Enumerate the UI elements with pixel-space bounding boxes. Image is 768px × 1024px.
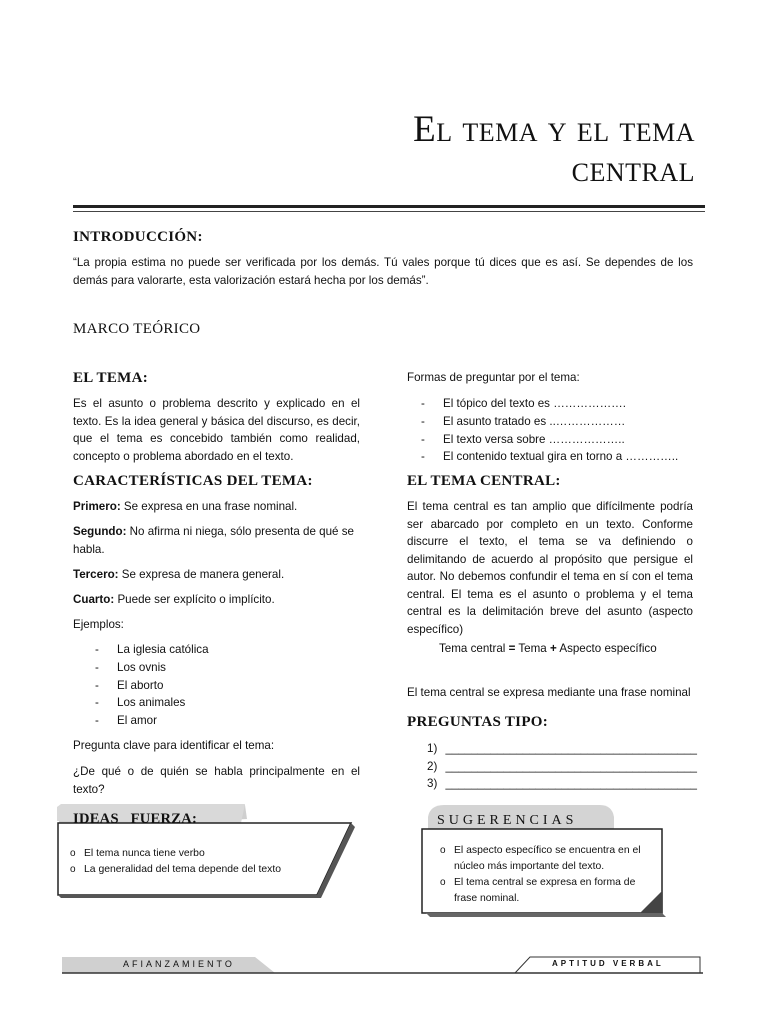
caracteristicas-heading: CARACTERÍSTICAS DEL TEMA: — [73, 473, 313, 489]
sugerencias-list — [440, 843, 655, 907]
list-item — [407, 758, 697, 776]
formula — [439, 640, 657, 658]
question-number: 2) — [427, 759, 438, 773]
footer-right: APTITUD VERBAL — [552, 959, 664, 968]
formula-part: Tema — [515, 642, 550, 655]
marco-heading: MARCO TEÓRICO — [73, 321, 201, 337]
formas-intro: Formas de preguntar por el tema: — [407, 371, 580, 384]
sugerencias-shadow — [426, 913, 666, 917]
preguntas-tipo-heading: PREGUNTAS TIPO: — [407, 714, 549, 730]
title-rule-thick — [73, 205, 705, 208]
list-item: - El contenido textual gira en torno a ………….. — [399, 448, 699, 466]
answer-line: _______________________________________ — [445, 759, 697, 773]
caracteristica-text: Se expresa de manera general. — [118, 568, 285, 581]
title-rule-thin — [73, 211, 705, 212]
caracteristica-1 — [73, 498, 360, 516]
intro-text: “La propia estima no puede ser verificada por los demás. Tú vales porque tú dices que es así. Se dependes de los demás para valorarte, esta valorización estará hecha por los demás”. — [73, 256, 693, 287]
formula-plus: + — [549, 642, 557, 655]
tema-central-text: El tema central es tan amplio que difícilmente podría ser abarcado por completo en un texto. Conforme discurre el texto, el tema se va definiendo o delimitando de acuerdo al propósito que persigue el autor. No debemos confundir el tema en sí con el tema central. El tema es el asunto o problema y el tema central es la delimitación breve del asunto (aspecto específico) — [407, 500, 693, 636]
caracteristica-text: No afirma ni niega, sólo presenta de qué se habla. — [73, 525, 354, 556]
page-title — [413, 110, 695, 190]
list-item: - Los ovnis — [73, 659, 360, 677]
ejemplos-label: Ejemplos: — [73, 618, 124, 631]
preguntas-tipo-list — [407, 740, 697, 793]
title-line-2: central — [571, 149, 695, 190]
answer-line: _______________________________________ — [445, 742, 697, 755]
el-tema-heading: EL TEMA: — [73, 370, 149, 386]
caracteristica-3 — [73, 566, 360, 584]
list-item: - El aborto — [73, 677, 360, 695]
list-item: - El tópico del texto es ………………. — [399, 395, 699, 413]
question-number: 3) — [427, 777, 438, 790]
list-item — [407, 775, 697, 793]
caracteristica-2 — [73, 523, 360, 558]
caracteristica-label: Primero: — [73, 500, 121, 513]
question-number: 1) — [427, 742, 438, 755]
ideas-fuerza-heading: IDEAS FUERZA: — [73, 811, 198, 827]
caracteristica-label: Cuarto: — [73, 593, 115, 606]
list-item: - La iglesia católica — [73, 641, 360, 659]
caracteristica-label: Tercero: — [73, 568, 119, 581]
caracteristica-label: Segundo: — [73, 525, 127, 538]
formas-list — [399, 395, 699, 466]
footer-left: AFIANZAMIENTO — [123, 959, 235, 969]
caracteristica-text: Puede ser explícito o implícito. — [114, 593, 275, 606]
caracteristica-text: Se expresa en una frase nominal. — [120, 500, 298, 513]
list-item: o El tema central se expresa en forma de frase nominal. — [440, 875, 655, 907]
formula-part: Tema central — [439, 642, 509, 655]
formula-part: Aspecto específico — [556, 642, 657, 655]
list-item: - El amor — [73, 712, 360, 730]
sugerencias-heading: SUGERENCIAS — [437, 813, 578, 828]
list-item: - El texto versa sobre ……………….. — [399, 431, 699, 449]
ejemplos-list — [73, 641, 360, 730]
tema-central-heading: EL TEMA CENTRAL: — [407, 473, 561, 489]
el-tema-text: Es el asunto o problema descrito y explicado en el texto. Es la idea general y básica del discurso, es decir, que el tema es concebido también como realidad, concepto o problema abordado en el texto. — [73, 397, 360, 463]
list-item: o El tema nunca tiene verbo — [70, 846, 320, 862]
caracteristica-4 — [73, 591, 360, 609]
list-item: o El aspecto específico se encuentra en el núcleo más importante del texto. — [440, 843, 655, 875]
pregunta-clave-label: Pregunta clave para identificar el tema: — [73, 739, 275, 752]
list-item: - El asunto tratado es ..……………… — [399, 413, 699, 431]
pregunta-clave: ¿De qué o de quién se habla principalmente en el texto? — [73, 765, 360, 796]
list-item: o La generalidad del tema depende del texto — [70, 862, 320, 878]
intro-heading: INTRODUCCIÓN: — [73, 229, 203, 245]
list-item — [407, 740, 697, 758]
answer-line: _______________________________________ — [445, 777, 697, 790]
ideas-fuerza-list — [70, 846, 320, 878]
list-item: - Los animales — [73, 694, 360, 712]
title-line-1: El tema y el tema — [413, 109, 695, 150]
formula-equals: = — [508, 642, 516, 655]
tema-central-expresa: El tema central se expresa mediante una frase nominal — [407, 686, 691, 699]
